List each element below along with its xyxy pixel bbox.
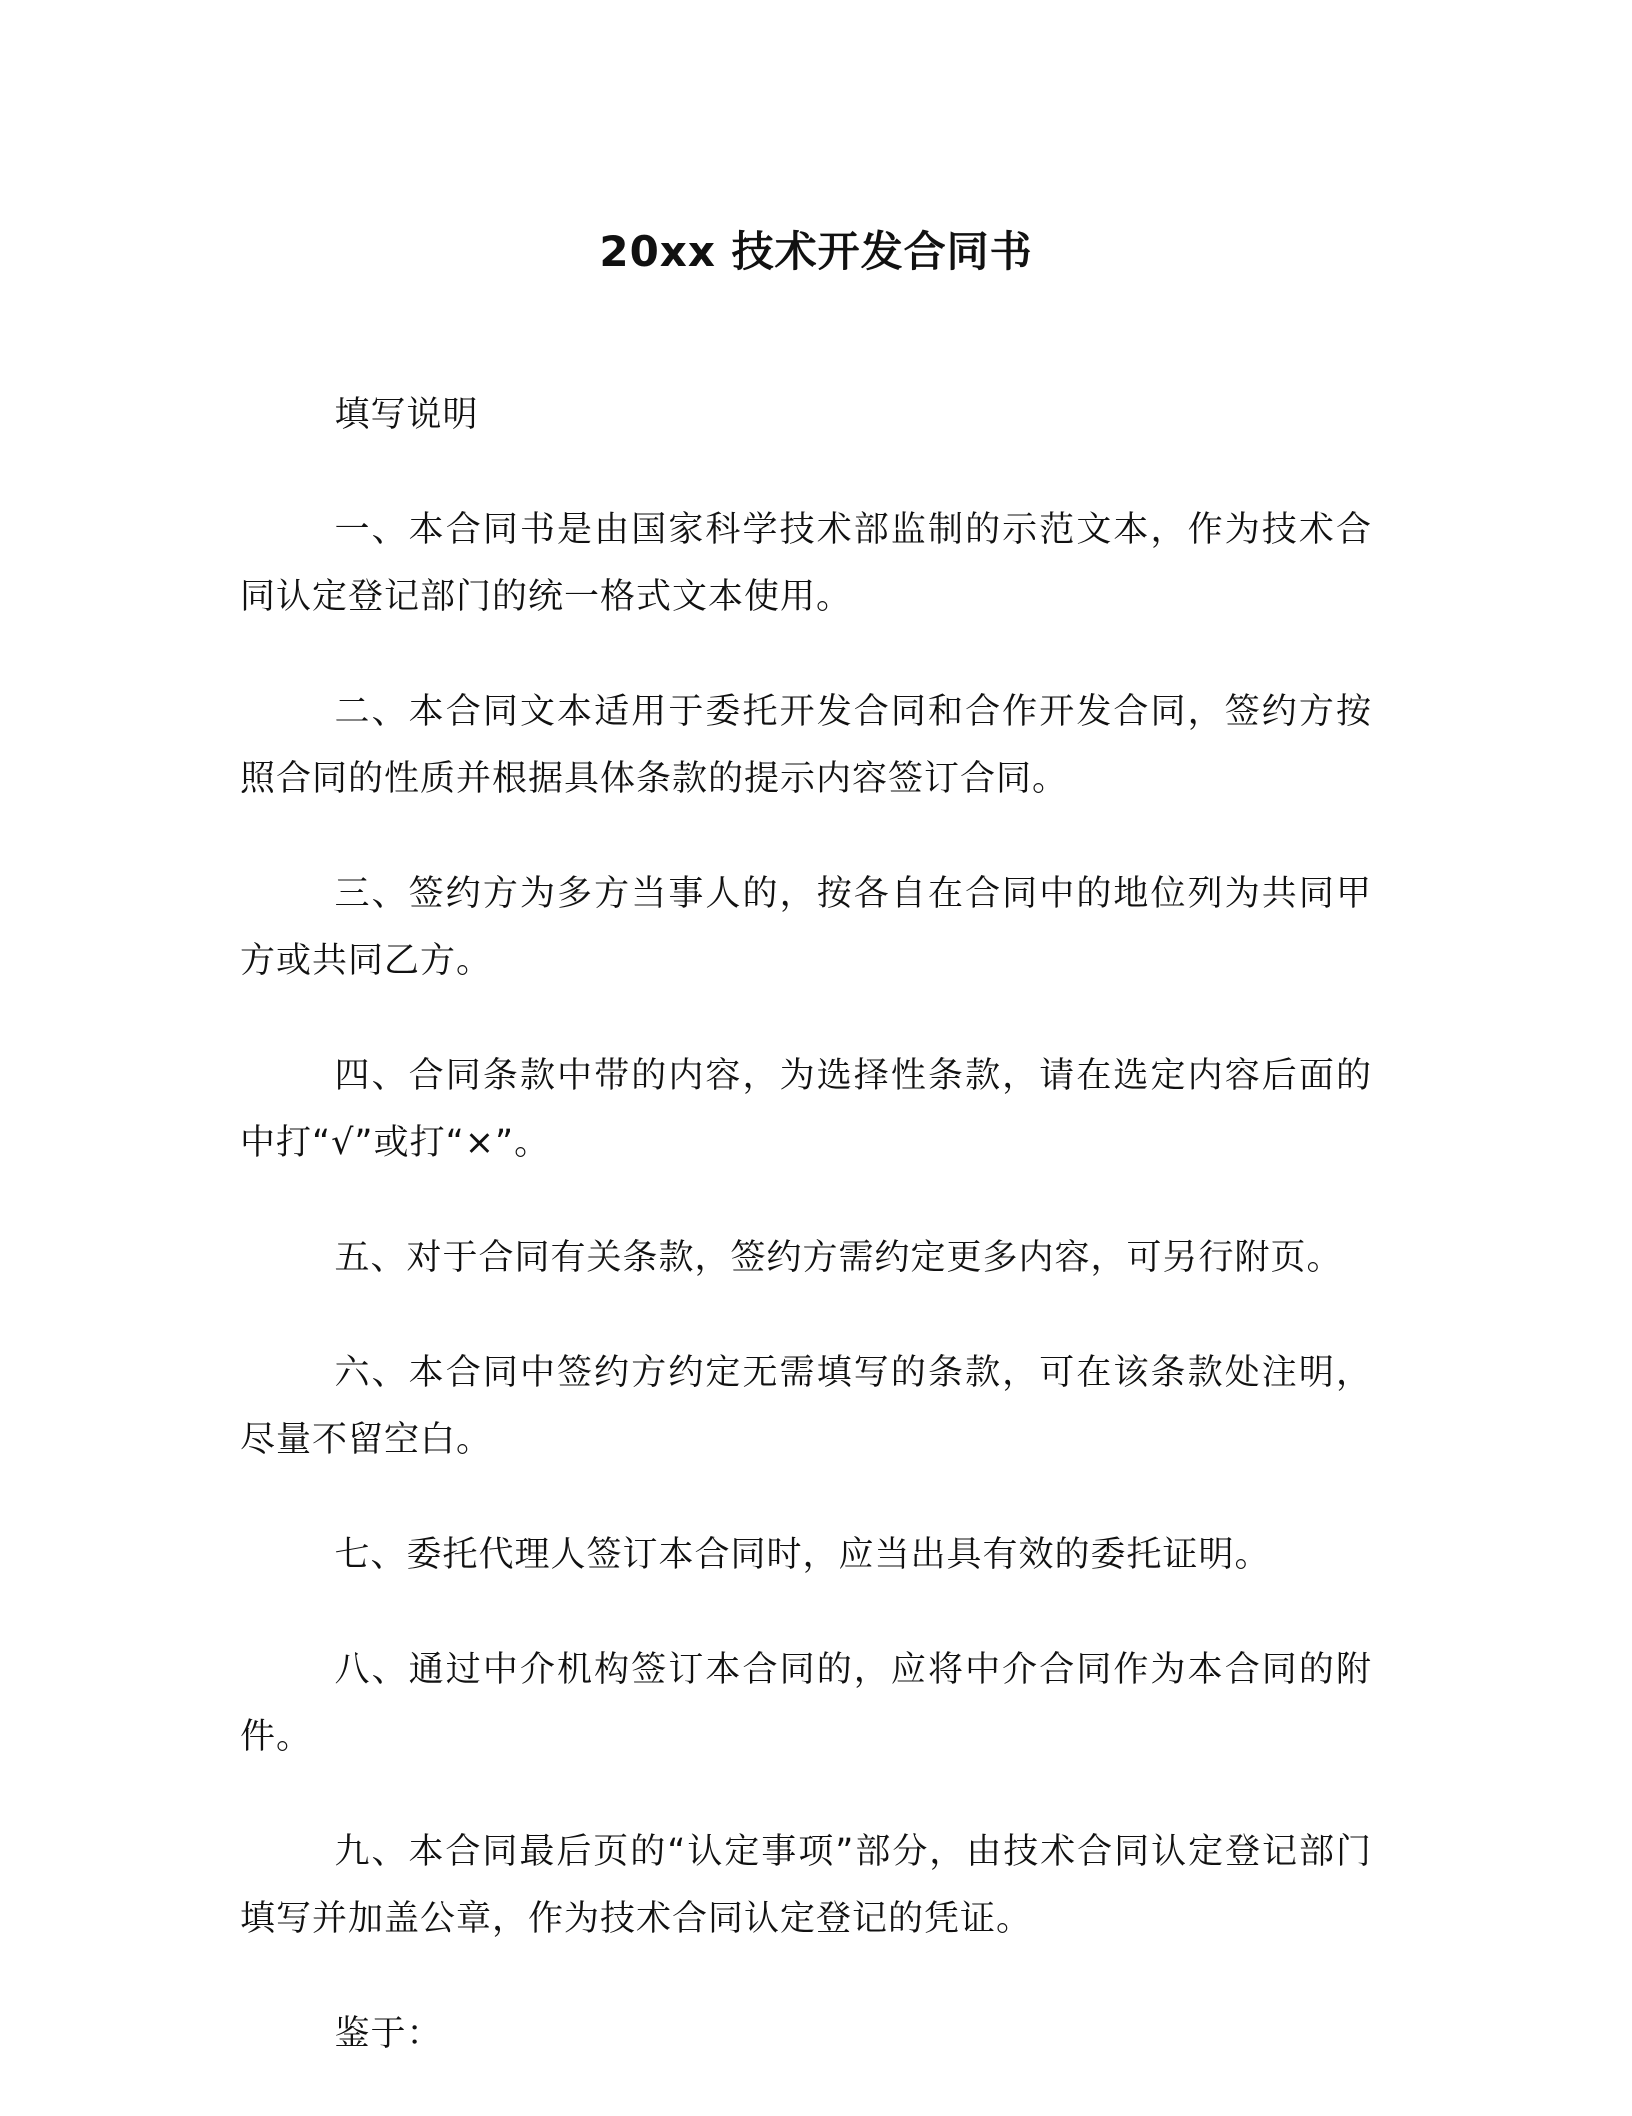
instruction-item-6: 六、本合同中签约方约定无需填写的条款，可在该条款处注明，尽量不留空白。 xyxy=(240,1353,1372,1460)
instruction-item-4: 四、合同条款中带的内容，为选择性条款，请在选定内容后面的中打“√”或打“×”。 xyxy=(240,1056,1372,1163)
instruction-item-1: 一、本合同书是由国家科学技术部监制的示范文本，作为技术合同认定登记部门的统一格式文本使用。 xyxy=(240,510,1372,617)
instruction-item-2: 二、本合同文本适用于委托开发合同和合作开发合同，签约方按照合同的性质并根据具体条款的提示内容签订合同。 xyxy=(240,692,1372,799)
closing-text: 鉴于： xyxy=(334,2014,443,2054)
document-title: 20xx 技术开发合同书 xyxy=(599,227,1033,276)
instruction-item-8: 八、通过中介机构签订本合同的，应将中介合同作为本合同的附件。 xyxy=(240,1650,1372,1757)
instruction-item-7: 七、委托代理人签订本合同时，应当出具有效的委托证明。 xyxy=(334,1535,1271,1575)
instruction-item-3: 三、签约方为多方当事人的，按各自在合同中的地位列为共同甲方或共同乙方。 xyxy=(240,874,1372,981)
document-body xyxy=(240,382,1372,2116)
instruction-item-5: 五、对于合同有关条款，签约方需约定更多内容，可另行附页。 xyxy=(334,1238,1343,1278)
instruction-item-9: 九、本合同最后页的“认定事项”部分，由技术合同认定登记部门填写并加盖公章，作为技术合同认定登记的凭证。 xyxy=(240,1832,1372,1939)
instructions-heading: 填写说明 xyxy=(334,395,479,435)
